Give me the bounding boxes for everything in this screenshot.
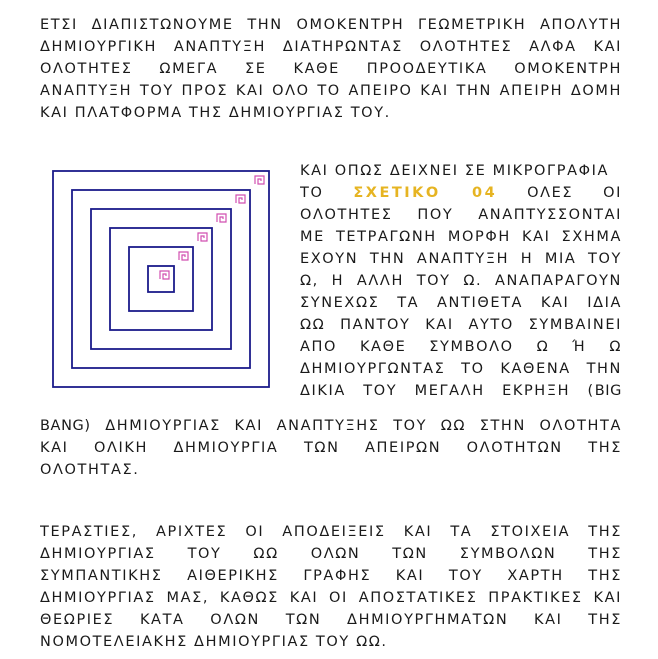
figure-line: ΩΩ ΠΑΝΤΟΥ ΚΑΙ ΑΥΤΟ ΣΥΜΒΑΙΝΕΙ [300,317,622,333]
figure-last-line-latin: BIG [594,383,622,399]
figure-line-pre: ΤΟ [300,185,324,201]
closing-line: ΤΕΡΑΣΤΙΕΣ, ΑΡΙΧΤΕΣ ΟΙ ΑΠΟΔΕΙΞΕΙΣ ΚΑΙ ΤΑ ΣΤΟΙΧΕΙΑ ΤΗΣ [40,524,622,540]
schema-highlight: ΣΧΕΤΙΚΟ 04 [353,185,498,201]
closing-line: ΝΟΜΟΤΕΛΕΙΑΚΗΣ ΔΗΜΙΟΥΡΓΙΑΣ ΤΟΥ ΩΩ. [40,634,388,650]
concentric-square [148,266,174,292]
closing-line: ΘΕΩΡΙΕΣ ΚΑΤΑ ΟΛΩΝ ΤΩΝ ΔΗΜΙΟΥΡΓΗΜΑΤΩΝ ΚΑΙ ΤΗΣ [40,612,622,628]
intro-line: ΑΝΑΠΤΥΞΗ ΤΟΥ ΠΡΟΣ ΚΑΙ ΟΛΟ ΤΟ ΑΠΕΙΡΟ ΚΑΙ ΤΗΝ ΑΠΕΙΡΗ ΔΟΜΗ [40,83,622,99]
figure-line: Ω, Η ΑΛΛΗ ΤΟΥ Ω. ΑΝΑΠΑΡΑΓΟΥΝ [300,273,622,289]
figure-line-with-highlight [300,182,622,204]
intro-line: ΔΗΜΙΟΥΡΓΙΚΗ ΑΝΑΠΤΥΞΗ ΔΙΑΤΗΡΩΝΤΑΣ ΟΛΟΤΗΤΕΣ ΑΛΦΑ ΚΑΙ [40,39,622,55]
omega-symbol [255,176,264,184]
continuation-paragraph [40,415,622,481]
closing-line: ΔΗΜΙΟΥΡΓΙΑΣ ΜΑΣ, ΚΑΘΩΣ ΚΑΙ ΟΙ ΑΠΟΣΤΑΤΙΚΕΣ ΠΡΑΚΤΙΚΕΣ ΚΑΙ [40,590,622,606]
continuation-rest: ) ΔΗΜΙΟΥΡΓΙΑΣ ΚΑΙ ΑΝΑΠΤΥΞΗΣ ΤΟΥ ΩΩ ΣΤΗΝ ΟΛΟΤΗΤΑ [84,418,622,434]
concentric-square [91,209,231,349]
intro-line: ΕΤΣΙ ΔΙΑΠΙΣΤΩΝΟΥΜΕ ΤΗΝ ΟΜΟΚΕΝΤΡΗ ΓΕΩΜΕΤΡΙΚΗ ΑΠΟΛΥΤΗ [40,17,622,33]
intro-paragraph [40,14,622,124]
omega-symbol [236,195,245,203]
figure-line: ΣΥΝΕΧΩΣ ΤΑ ΑΝΤΙΘΕΤΑ ΚΑΙ ΙΔΙΑ [300,295,622,311]
figure-last-line-pre: ΔΙΚΙΑ ΤΟΥ ΜΕΓΑΛΗ ΕΚΡΗΞΗ ( [300,383,595,399]
figure-line: ΟΛΟΤΗΤΕΣ ΠΟΥ ΑΝΑΠΤΥΣΣΟΝΤΑΙ [300,207,622,223]
omega-symbol [217,214,226,222]
concentric-squares-figure [52,170,270,388]
omega-symbol [160,271,169,279]
closing-paragraph [40,521,622,653]
figure-line: ΚΑΙ ΟΠΩΣ ΔΕΙΧΝΕΙ ΣΕ ΜΙΚΡΟΓΡΑΦΙΑ [300,163,609,179]
continuation-line: ΟΛΟΤΗΤΑΣ. [40,462,140,478]
intro-line: ΚΑΙ ΠΛΑΤΦΟΡΜΑ ΤΗΣ ΔΗΜΙΟΥΡΓΙΑΣ ΤΟΥ. [40,105,391,121]
figure-line-post: ΟΛΕΣ ΟΙ [527,185,622,201]
continuation-latin: BANG [40,418,85,434]
omega-symbol [198,233,207,241]
concentric-square [129,247,193,311]
intro-line: ΟΛΟΤΗΤΕΣ ΩΜΕΓΑ ΣΕ ΚΑΘΕ ΠΡΟΟΔΕΥΤΙΚΑ ΟΜΟΚΕΝΤΡΗ [40,61,622,77]
figure-paragraph [300,160,622,402]
concentric-square [110,228,212,330]
figure-line: ΜΕ ΤΕΤΡΑΓΩΝΗ ΜΟΡΦΗ ΚΑΙ ΣΧΗΜΑ [300,229,622,245]
figure-line: ΔΗΜΙΟΥΡΓΩΝΤΑΣ ΤΟ ΚΑΘΕΝΑ ΤΗΝ [300,361,622,377]
closing-line: ΣΥΜΠΑΝΤΙΚΗΣ ΑΙΘΕΡΙΚΗΣ ΓΡΑΦΗΣ ΚΑΙ ΤΟΥ ΧΑΡΤΗ ΤΗΣ [40,568,622,584]
figure-last-line [300,380,622,402]
continuation-line: ΚΑΙ ΟΛΙΚΗ ΔΗΜΙΟΥΡΓΙΑ ΤΩΝ ΑΠΕΙΡΩΝ ΟΛΟΤΗΤΩΝ ΤΗΣ [40,440,622,456]
figure-line: ΕΧΟΥΝ ΤΗΝ ΑΝΑΠΤΥΞΗ Η ΜΙΑ ΤΟΥ [300,251,622,267]
figure-line: ΑΠΟ ΚΑΘΕ ΣΥΜΒΟΛΟ Ω Ή Ω [300,339,622,355]
continuation-line [40,415,622,437]
closing-line: ΔΗΜΙΟΥΡΓΙΑΣ ΤΟΥ ΩΩ ΟΛΩΝ ΤΩΝ ΣΥΜΒΟΛΩΝ ΤΗΣ [40,546,622,562]
concentric-square [53,171,269,387]
omega-symbol [179,252,188,260]
